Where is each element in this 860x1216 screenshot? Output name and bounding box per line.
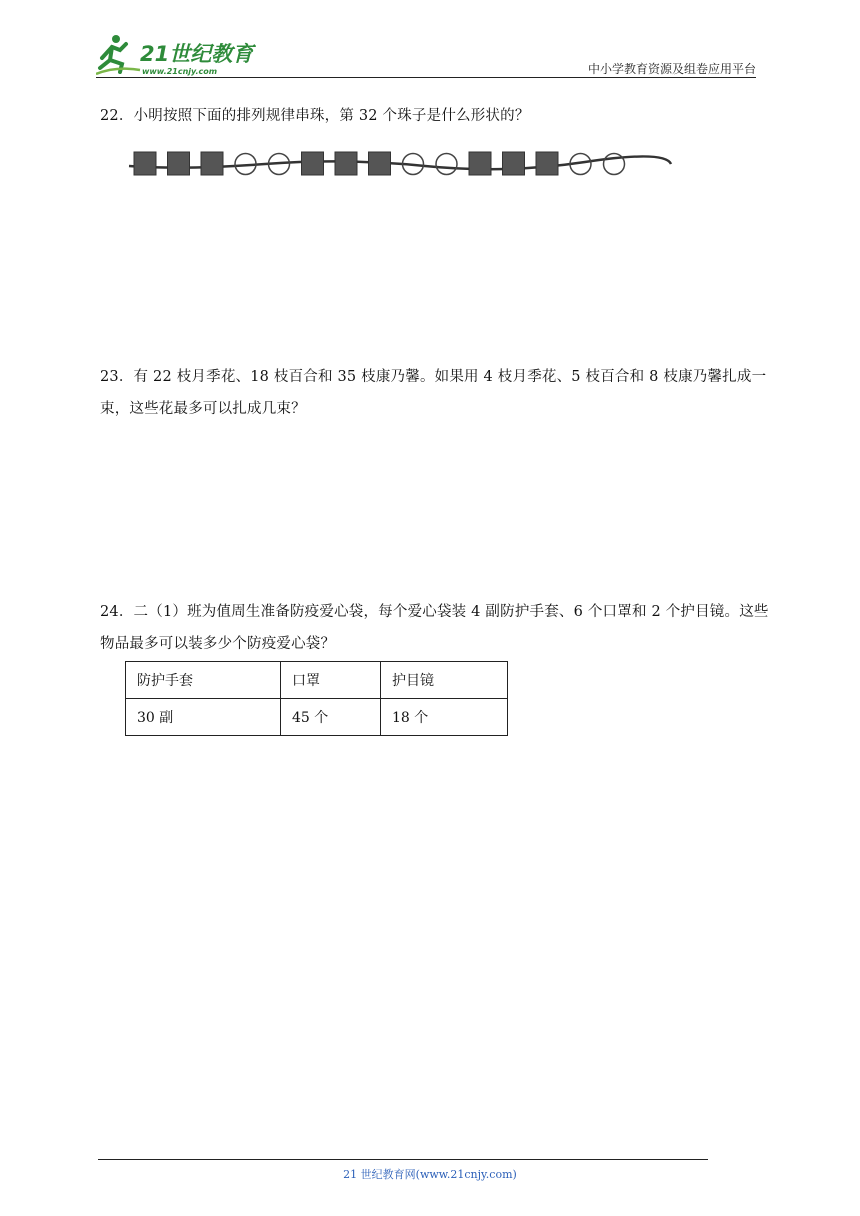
footer-divider: [98, 1159, 708, 1160]
square-bead: [134, 152, 156, 175]
bead-string-figure: [125, 140, 675, 184]
square-bead: [302, 152, 324, 175]
circle-bead: [436, 154, 457, 175]
square-bead: [469, 152, 491, 175]
question-23: 23．有 22 枝月季花、18 枝百合和 35 枝康乃馨。如果用 4 枝月季花、5 枝百合和 8 枝康乃馨扎成一束，这些花最多可以扎成几束？: [100, 369, 767, 417]
footer-source: 21 世纪教育网(www.21cnjy.com): [343, 1168, 517, 1181]
supply-table: [125, 661, 508, 736]
table-header-cell: 口罩: [281, 662, 381, 699]
table-cell: 18 个: [381, 699, 508, 736]
square-bead: [168, 152, 190, 175]
square-bead: [503, 152, 525, 175]
table-header-row: [126, 662, 508, 699]
table-header-cell: 防护手套: [126, 662, 281, 699]
header-divider: [96, 77, 756, 78]
logo-wordmark: 21世纪教育: [140, 42, 254, 66]
circle-bead: [604, 154, 625, 175]
square-bead: [536, 152, 558, 175]
square-bead: [201, 152, 223, 175]
square-bead: [369, 152, 391, 175]
table-cell: 30 副: [126, 699, 281, 736]
site-logo: [96, 30, 256, 80]
table-cell: 45 个: [281, 699, 381, 736]
square-bead: [335, 152, 357, 175]
question-24: 24．二（1）班为值周生准备防疫爱心袋，每个爱心袋装 4 副防护手套、6 个口罩和 2 个护目镜。这些物品最多可以装多少个防疫爱心袋？: [100, 604, 769, 652]
question-22: 22．小明按照下面的排列规律串珠，第 32 个珠子是什么形状的？: [100, 108, 530, 124]
runner-logo-icon: [96, 35, 140, 74]
logo-url: www.21cnjy.com: [142, 67, 218, 76]
header-platform-name: 中小学教育资源及组卷应用平台: [587, 62, 756, 76]
table-header-cell: 护目镜: [381, 662, 508, 699]
table-row: [126, 699, 508, 736]
